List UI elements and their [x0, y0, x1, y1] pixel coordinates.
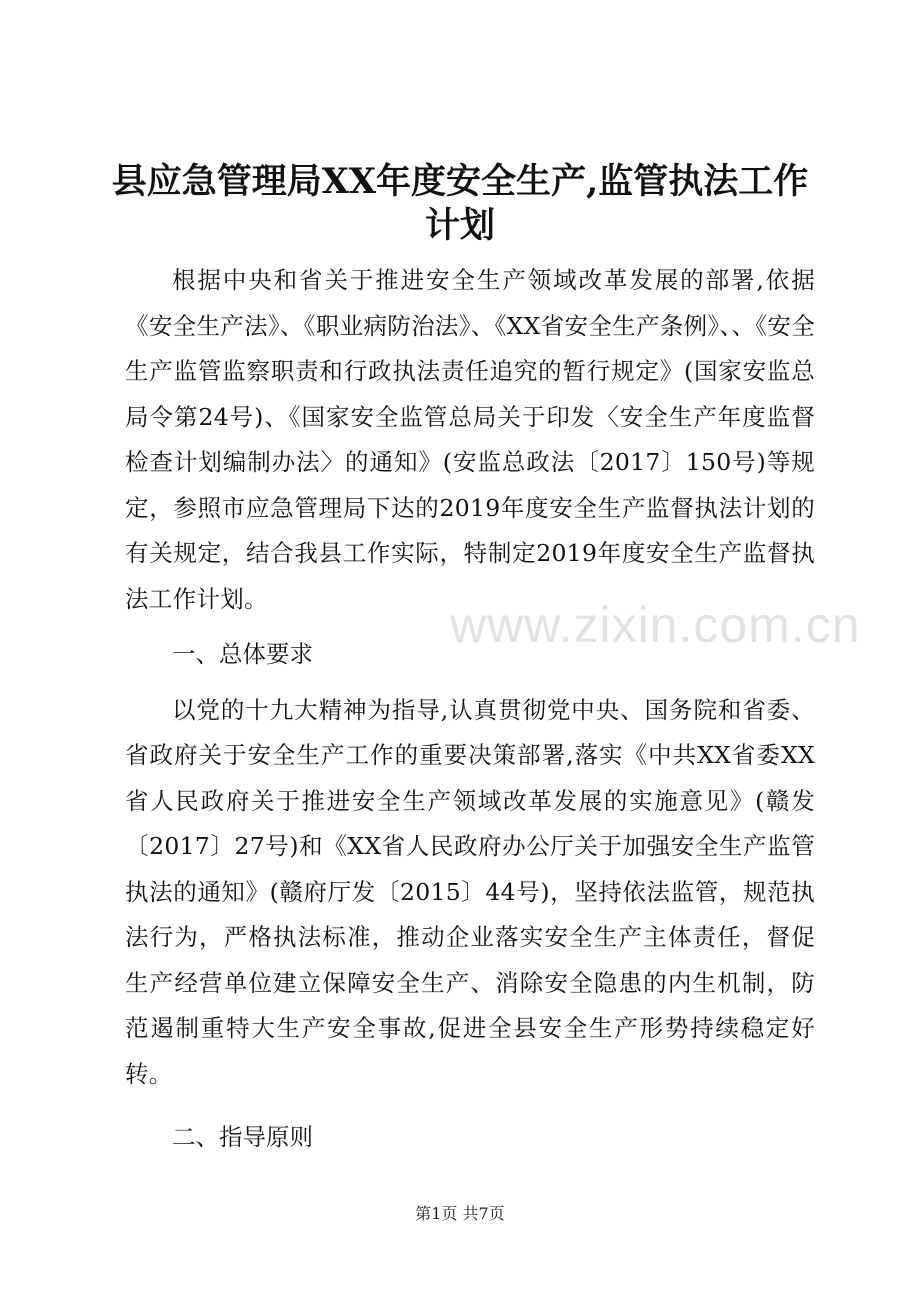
paragraph-general-requirements: 以党的十九大精神为指导,认真贯彻党中央、国务院和省委、省政府关于安全生产工作的重要决策部署,落实《中共XX省委XX省人民政府关于推进安全生产领域改革发展的实施意见》(赣发〔2017〕27号)和《XX省人民政府办公厅关于加强安全生产监管执法的通知》(赣府厅发〔2015〕44号)，坚持依法监管，规范执法行为，严格执法标准，推动企业落实安全生产主体责任，督促生产经营单位建立保障安全生产、消除安全隐患的内生机制，防范遏制重特大生产安全事故,促进全县安全生产形势持续稳定好转。	[125, 695, 815, 1088]
document-title: 县应急管理局XX年度安全生产,监管执法工作计划	[111, 161, 809, 246]
paragraph-intro: 根据中央和省关于推进安全生产领域改革发展的部署,依据《安全生产法》、《职业病防治法》、《XX省安全生产条例》、、《安全生产监管监察职责和行政执法责任追究的暂行规定》(国家安监总局令第24号)、《国家安全监管总局关于印发〈安全生产年度监督检查计划编制办法〉的通知》(安监总政法〔2017〕150号)等规定，参照市应急管理局下达的2019年度安全生产监督执法计划的有关规定，结合我县工作实际，特制定2019年度安全生产监督执法工作计划。	[125, 266, 815, 613]
section-heading-general-requirements: 一、总体要求	[172, 640, 313, 668]
page-footer: 第1页 共7页	[415, 1204, 505, 1223]
section-heading-guiding-principles: 二、指导原则	[172, 1123, 313, 1151]
watermark-text: www.zixin.com.cn	[450, 597, 861, 653]
document-body	[125, 258, 815, 1161]
